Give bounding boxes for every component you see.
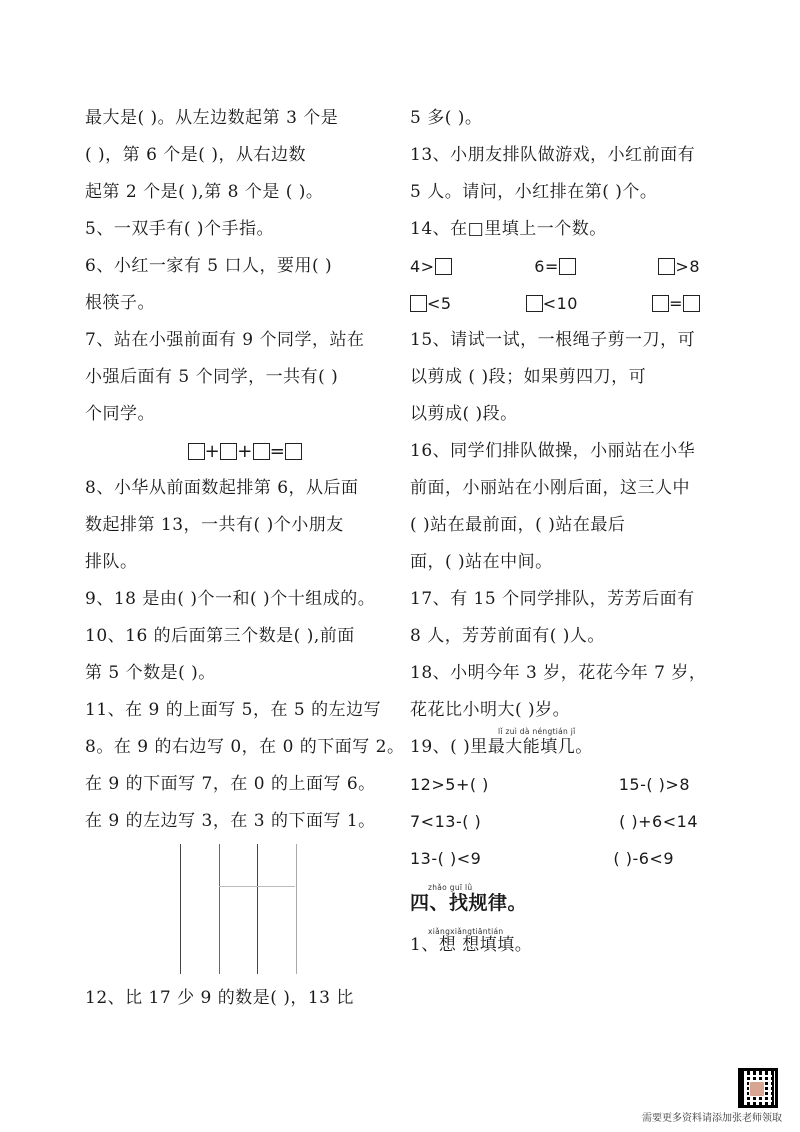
q19-row-1: [410, 766, 730, 803]
text-line: 16、同学们排队做操，小丽站在小华: [410, 441, 696, 461]
answer-box[interactable]: [683, 295, 700, 312]
text-line: 14、在□里填上一个数。: [410, 219, 607, 239]
text-line: 5 人。请问，小红排在第( )个。: [410, 182, 658, 202]
text-line: 在 9 的下面写 7，在 0 的上面写 6。: [85, 774, 376, 794]
q14-row-2: [410, 285, 730, 322]
compare-item: >8: [658, 248, 700, 285]
pinyin-annotation: zhǎo guī lǜ: [428, 883, 473, 892]
text-line: 13、小朋友排队做游戏，小红前面有: [410, 145, 696, 165]
text-line: 7、站在小强前面有 9 个同学，站在: [85, 330, 365, 350]
section-4-question-1: [410, 921, 730, 961]
text-line: ( )站在最前面，( )站在最后: [410, 515, 626, 535]
text-line: ( )，第 6 个是( )，从右边数: [85, 145, 306, 165]
text-line: 最大是( )。从左边数起第 3 个是: [85, 108, 339, 128]
answer-box[interactable]: [220, 443, 237, 460]
inequality: ( )+6<14: [619, 812, 698, 831]
left-column: [85, 100, 405, 1017]
section-title: 四、找规律。: [410, 892, 528, 914]
text-line: 11、在 9 的上面写 5，在 5 的左边写: [85, 700, 382, 720]
text-line: 18、小明今年 3 岁，花花今年 7 岁，: [410, 663, 707, 683]
q14-row-1: [410, 248, 730, 285]
pinyin-annotation: xiǎngxiǎngtiāntián: [428, 927, 504, 936]
compare-item: =: [652, 285, 700, 322]
text-line: 8 人，芳芳前面有( )人。: [410, 626, 605, 646]
box-equation: [85, 433, 405, 470]
operator: =: [269, 441, 286, 462]
compare-item: 4>: [410, 248, 452, 285]
q19-row-2: [410, 803, 730, 840]
question-text: 1、想 想填填。: [410, 935, 533, 955]
text-line: 在 9 的左边写 3，在 3 的下面写 1。: [85, 811, 376, 831]
inequality: ( )-6<9: [613, 849, 674, 868]
compare-item: <5: [410, 285, 452, 322]
text-line: 6、小红一家有 5 口人，要用( ): [85, 256, 333, 276]
operator: +: [237, 441, 253, 462]
answer-box[interactable]: [188, 443, 205, 460]
inequality: 15-( )>8: [618, 775, 690, 794]
text-line: 9、18 是由( )个一和( )个十组成的。: [85, 589, 376, 609]
text-line: 15、请试一试，一根绳子剪一刀，可: [410, 330, 696, 350]
text-line: 数起排第 13，一共有( )个小朋友: [85, 515, 344, 535]
answer-box[interactable]: [253, 443, 270, 460]
text-line: 排队。: [85, 552, 138, 572]
text-line: 前面，小丽站在小刚后面，这三人中: [410, 478, 690, 498]
text-line: 5、一双手有( )个手指。: [85, 219, 274, 239]
position-grid: [85, 840, 405, 980]
text-line: 面，( )站在中间。: [410, 552, 553, 572]
operator: +: [204, 441, 221, 462]
answer-box[interactable]: [658, 258, 675, 275]
answer-box[interactable]: [526, 295, 543, 312]
text-line: 根筷子。: [85, 293, 155, 313]
text-line: 以剪成( )段。: [410, 404, 518, 424]
answer-box[interactable]: [559, 258, 576, 275]
text-line: 10、16 的后面第三个数是( ),前面: [85, 626, 355, 646]
text-line: 12、比 17 少 9 的数是( )，13 比: [85, 988, 354, 1008]
text-line: 第 5 个数是( )。: [85, 663, 216, 683]
text-line: 5 多( )。: [410, 108, 483, 128]
answer-box[interactable]: [435, 258, 452, 275]
footer-note: 需要更多资料请添加张老师领取: [642, 1113, 782, 1124]
text-line: 个同学。: [85, 404, 155, 424]
text-line: 以剪成 ( )段；如果剪四刀，可: [410, 367, 647, 387]
question-text: 19、( )里最大能填几。: [410, 737, 593, 757]
inequality: 12>5+( ): [410, 775, 489, 794]
text-line: 花花比小明大( )岁。: [410, 700, 571, 720]
right-column: [410, 100, 730, 961]
text-line: 17、有 15 个同学排队，芳芳后面有: [410, 589, 695, 609]
compare-item: 6=: [534, 248, 576, 285]
answer-box[interactable]: [652, 295, 669, 312]
text-line: 小强后面有 5 个同学，一共有( ): [85, 367, 339, 387]
compare-item: <10: [526, 285, 578, 322]
text-line: 起第 2 个是( ),第 8 个是 ( )。: [85, 182, 324, 202]
inequality: 13-( )<9: [410, 849, 482, 868]
text-line: 8。在 9 的右边写 0，在 0 的下面写 2。: [85, 737, 405, 757]
q19-row-3: [410, 840, 730, 877]
grid-frame: [180, 844, 297, 974]
pinyin-annotation: lǐ zuì dà néngtián jǐ: [498, 727, 576, 736]
answer-box[interactable]: [410, 295, 427, 312]
answer-box[interactable]: [285, 443, 302, 460]
section-4-heading: [410, 877, 730, 921]
avatar: [749, 1081, 765, 1097]
inequality: 7<13-( ): [410, 812, 482, 831]
q19-title: [410, 729, 730, 766]
text-line: 8、小华从前面数起排第 6，从后面: [85, 478, 359, 498]
